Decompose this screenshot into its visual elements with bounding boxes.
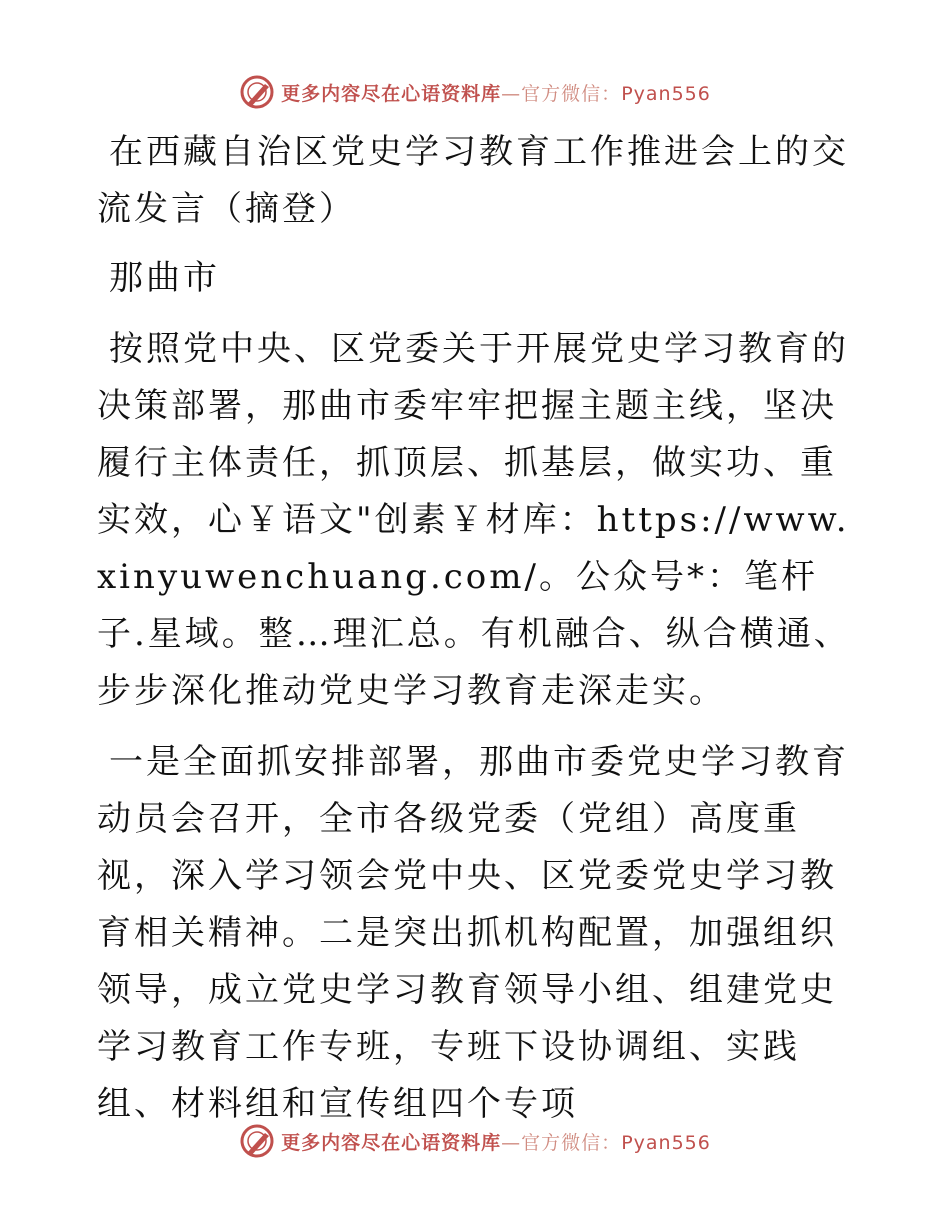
watermark-id-text: Pyan556	[621, 1131, 711, 1154]
document-title: 在西藏自治区党史学习教育工作推进会上的交流发言（摘登）	[97, 132, 849, 229]
watermark-sub-text: —官方微信：	[501, 1131, 622, 1154]
watermark-main-text: 更多内容尽在心语资料库	[281, 82, 502, 105]
paragraph-1: 按照党中央、区党委关于开展党史学习教育的决策部署，那曲市委牢牢把握主题主线，坚决履行主体责任，抓顶层、抓基层，做实功、重实效，心￥语文"创素￥材库：https://www.xinyuwenchuang.com/。公众号*：笔杆子.星域。整…理汇总。有机融合、纵合横通、步步深化推动党史学习教育走深走实。	[97, 329, 851, 711]
paragraph-2: 一是全面抓安排部署，那曲市委党史学习教育动员会召开，全市各级党委（党组）高度重视，深入学习领会党中央、区党委党史学习教育相关精神。二是突出抓机构配置，加强组织领导，成立党史学习教育领导小组、组建党史学习教育工作专班，专班下设协调组、实践组、材料组和宣传组四个专项	[97, 742, 849, 1124]
watermark-id-text: Pyan556	[621, 82, 711, 105]
pen-stamp-logo-icon	[239, 74, 275, 110]
watermark-main-text: 更多内容尽在心语资料库	[281, 1131, 502, 1154]
footer-watermark	[0, 1121, 950, 1161]
pen-stamp-logo-icon	[239, 1123, 275, 1159]
document-body	[97, 124, 857, 1147]
document-author: 那曲市	[109, 258, 220, 298]
header-watermark	[0, 72, 950, 112]
watermark-sub-text: —官方微信：	[501, 82, 622, 105]
